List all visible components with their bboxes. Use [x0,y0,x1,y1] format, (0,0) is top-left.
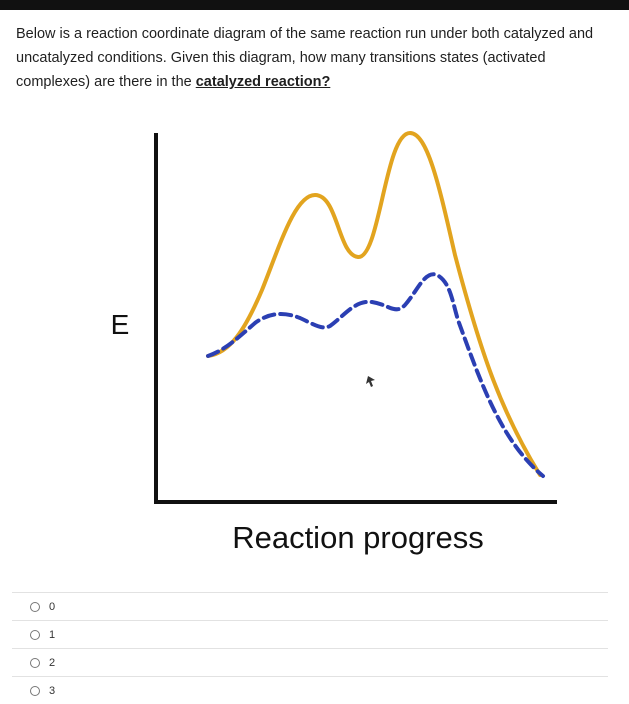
question-body: Below is a reaction coordinate diagram of the same reaction run under both catalyzed and uncatalyzed conditions. Given this diagram, how many transitions states (activated complexes) are there in the [16,26,594,90]
answer-choices [0,582,629,700]
choice-2[interactable] [12,648,608,676]
question-highlight: catalyzed reaction? [195,74,331,90]
radio-icon[interactable] [30,602,40,612]
pointer-cursor-icon [366,376,375,387]
x-axis-label: Reaction progress [232,520,484,555]
radio-icon[interactable] [30,630,40,640]
choice-label: 1 [49,628,56,641]
choice-label: 3 [49,684,56,697]
choice-label: 0 [49,600,56,613]
choice-1[interactable] [12,620,608,648]
y-axis-label: E [110,309,130,340]
choice-label: 2 [49,656,56,669]
radio-icon[interactable] [30,686,40,696]
radio-icon[interactable] [30,658,40,668]
choice-0[interactable] [12,592,608,620]
